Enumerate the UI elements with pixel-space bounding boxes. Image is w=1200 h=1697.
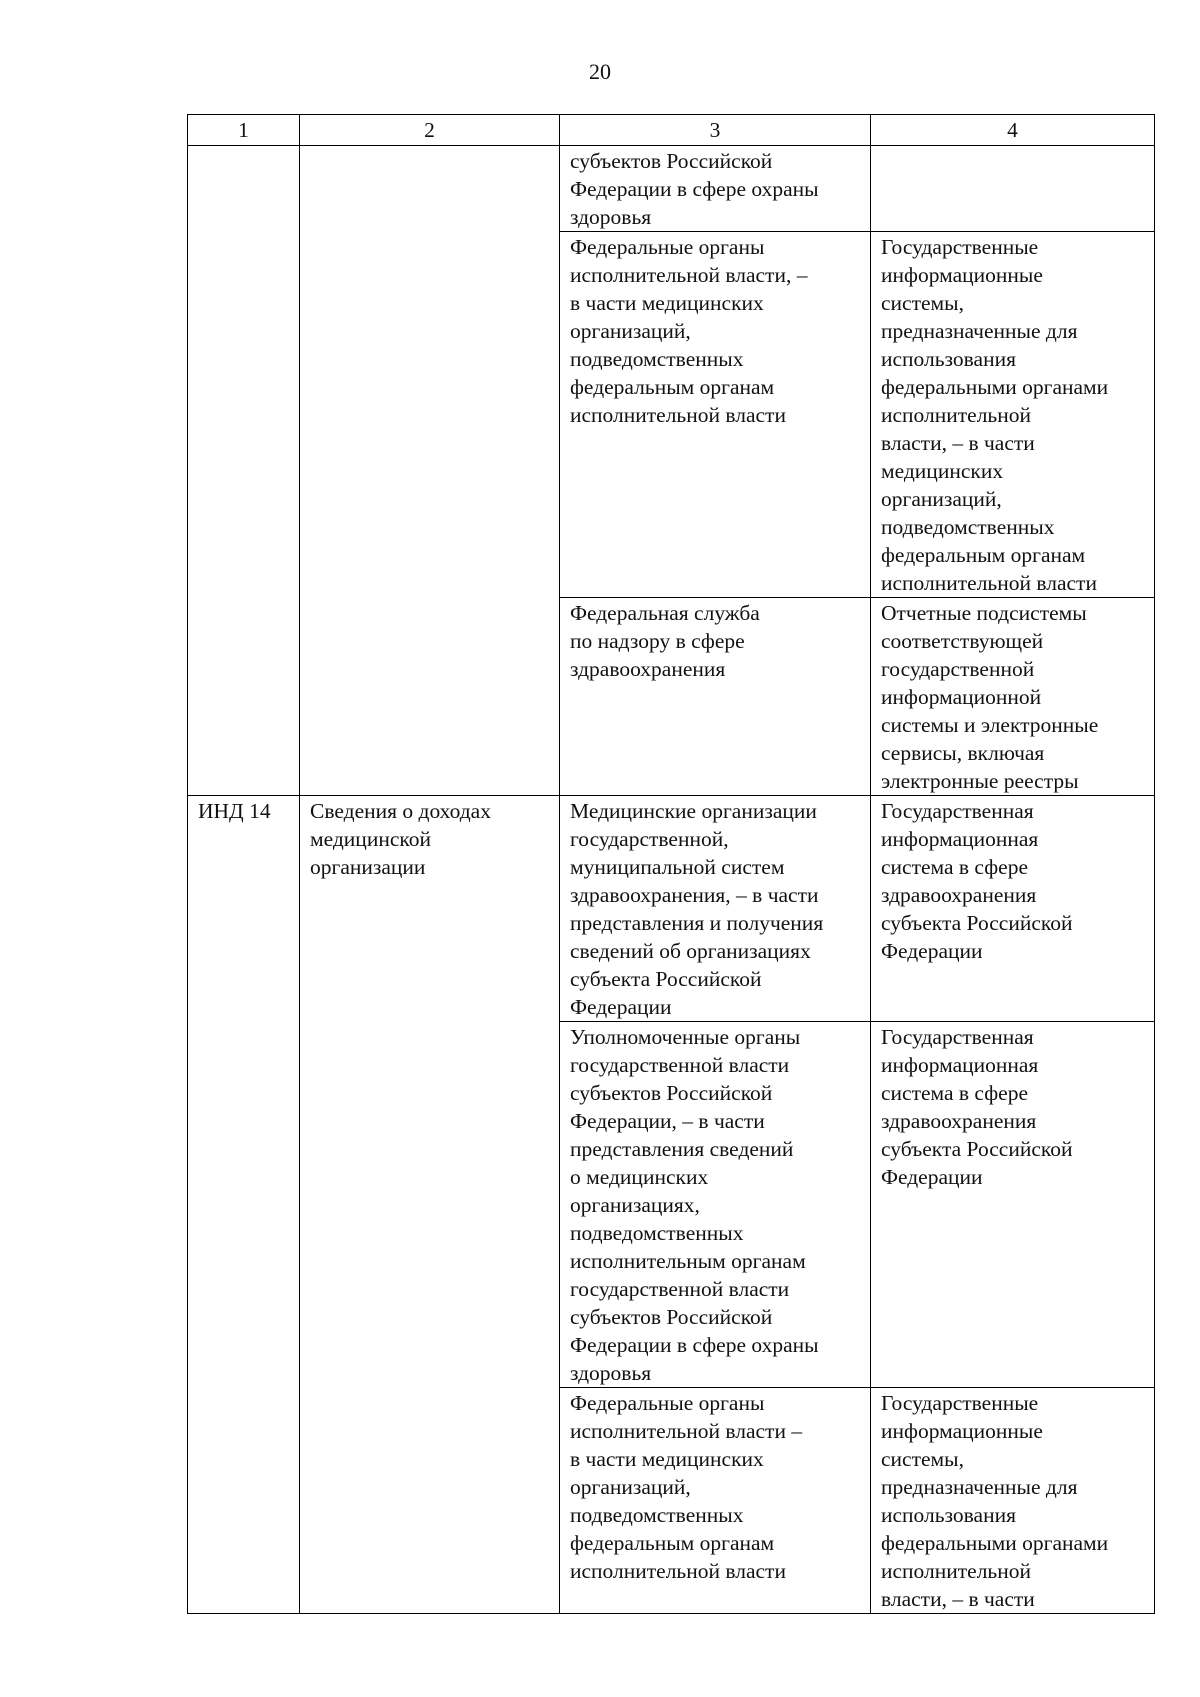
system-cell: Государственные информационные системы, предназначенные для использования федеральными органами исполнительной власти, – в части: [871, 1388, 1155, 1614]
system-cell: Государственная информационная система в сфере здравоохранения субъекта Российской Федерации: [871, 1022, 1155, 1388]
system-cell: [871, 146, 1155, 232]
provider-cell: Уполномоченные органы государственной власти субъектов Российской Федерации, – в части представления сведений о медицинских организациях, подведомственных исполнительным органам государственной власти субъектов Российской Федерации в сфере охраны здоровья: [560, 1022, 871, 1388]
table-row: [188, 796, 1155, 1022]
page-number: 20: [589, 59, 611, 84]
header-cell-1: 1: [188, 115, 300, 146]
header-cell-4: 4: [871, 115, 1155, 146]
header-cell-2: 2: [300, 115, 560, 146]
document-table: [187, 114, 1155, 1614]
provider-cell: Федеральные органы исполнительной власти, – в части медицинских организаций, подведомственных федеральным органам исполнительной власти: [560, 232, 871, 598]
indicator-name-cell: Сведения о доходах медицинской организации: [300, 796, 560, 1614]
system-cell: Государственная информационная система в сфере здравоохранения субъекта Российской Федерации: [871, 796, 1155, 1022]
table-header-row: [188, 115, 1155, 146]
indicator-code-cell: ИНД 14: [188, 796, 300, 1614]
indicator-name-cell: [300, 146, 560, 796]
provider-cell: Медицинские организации государственной, муниципальной систем здравоохранения, – в части представления и получения сведений об организациях субъекта Российской Федерации: [560, 796, 871, 1022]
system-cell: Государственные информационные системы, предназначенные для использования федеральными органами исполнительной власти, – в части медицинских организаций, подведомственных федеральным органам исполнительной власти: [871, 232, 1155, 598]
provider-cell: Федеральная служба по надзору в сфере здравоохранения: [560, 598, 871, 796]
indicator-code-cell: [188, 146, 300, 796]
provider-cell: субъектов Российской Федерации в сфере охраны здоровья: [560, 146, 871, 232]
provider-cell: Федеральные органы исполнительной власти – в части медицинских организаций, подведомственных федеральным органам исполнительной власти: [560, 1388, 871, 1614]
system-cell: Отчетные подсистемы соответствующей государственной информационной системы и электронные сервисы, включая электронные реестры: [871, 598, 1155, 796]
table-row: [188, 146, 1155, 232]
header-cell-3: 3: [560, 115, 871, 146]
